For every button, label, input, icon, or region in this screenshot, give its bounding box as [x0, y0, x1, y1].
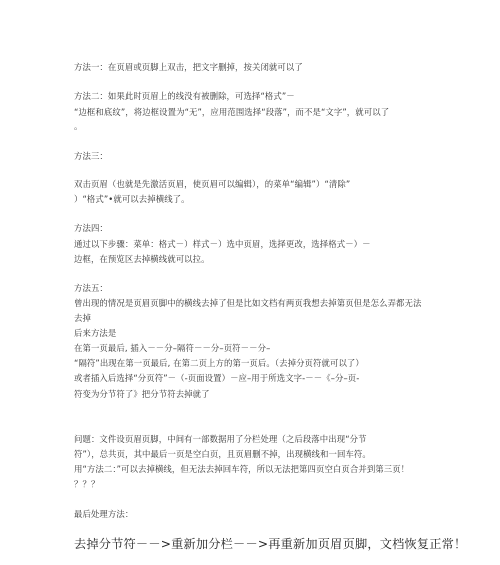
method-five-line-1: 曾出现的情况是页眉页脚中的横线去掉了但是比如文档有两页我想去掉第页但是怎么弄都无法 — [74, 298, 422, 308]
method-two-line-1: 方法二：如果此时页眉上的线没有被删除，可选择“格式”－ — [74, 91, 295, 101]
method-five-line-4: 在第一页最后, 插入－－分–隔符－－分–页符－－分– — [74, 343, 271, 353]
question-line-1: 问题：文件设页眉页脚，中间有一部数据用了分栏处理（之后段落中出现“分节 — [74, 434, 367, 444]
method-two-line-2: “边框和底纹”，将边框设置为“无”，应用范围选择“段落”，而不是“文字”，就可以了 — [74, 107, 390, 117]
final-method-text: 去掉分节符－－>重新加分栏－－>再重新加页眉页脚，文档恢复正常！ — [74, 537, 467, 551]
question-line-4: ？？？ — [74, 479, 100, 489]
method-five-line-2: 去掉 — [74, 313, 91, 323]
method-five-line-5: “隔符”出现在第一页最后, 在第二页上方的第一页后。（去掉分页符就可以了） — [74, 358, 364, 368]
method-five-line-7: 符变为分节符了》把分节符去掉就了 — [74, 389, 210, 399]
method-one-text: 方法一：在页眉或页脚上双击，把文字删掉，按关闭就可以了 — [74, 62, 303, 72]
method-three-line-2: ）“格式”•就可以去掉横线了。 — [74, 194, 190, 204]
method-five-line-6: 或者插入后选择“分页符”－（-页面设置）－应–用于所选文字-－－《–分–页- — [74, 373, 360, 383]
method-four-line-2: 边框，在预览区去掉横线就可以拉。 — [74, 254, 210, 264]
method-four-line-1: 通过以下步骤：菜单：格式－）样式－）选中页眉，选择更改，选择格式－）－ — [74, 239, 371, 249]
method-five-heading: 方法五： — [74, 283, 108, 293]
method-four-heading: 方法四： — [74, 223, 108, 233]
question-line-2: 符”），总共页，其中最后一页是空白页，且页眉删不掉，出现横线和一回车符。 — [74, 449, 371, 459]
method-two-line-3: 。 — [74, 121, 83, 131]
method-three-heading: 方法三： — [74, 151, 108, 161]
method-three-line-1: 双击页眉（也就是先激活页眉，使页眉可以编辑），的菜单“编辑”）“清除” — [74, 179, 351, 189]
question-line-3: 用“方法二：”可以去掉横线，但无法去掉回车符，所以无法把第四页空白页合并到第三页！ — [74, 464, 410, 474]
method-five-line-3: 后来方法是 — [74, 328, 117, 338]
final-method-heading: 最后处理方法： — [74, 509, 134, 519]
